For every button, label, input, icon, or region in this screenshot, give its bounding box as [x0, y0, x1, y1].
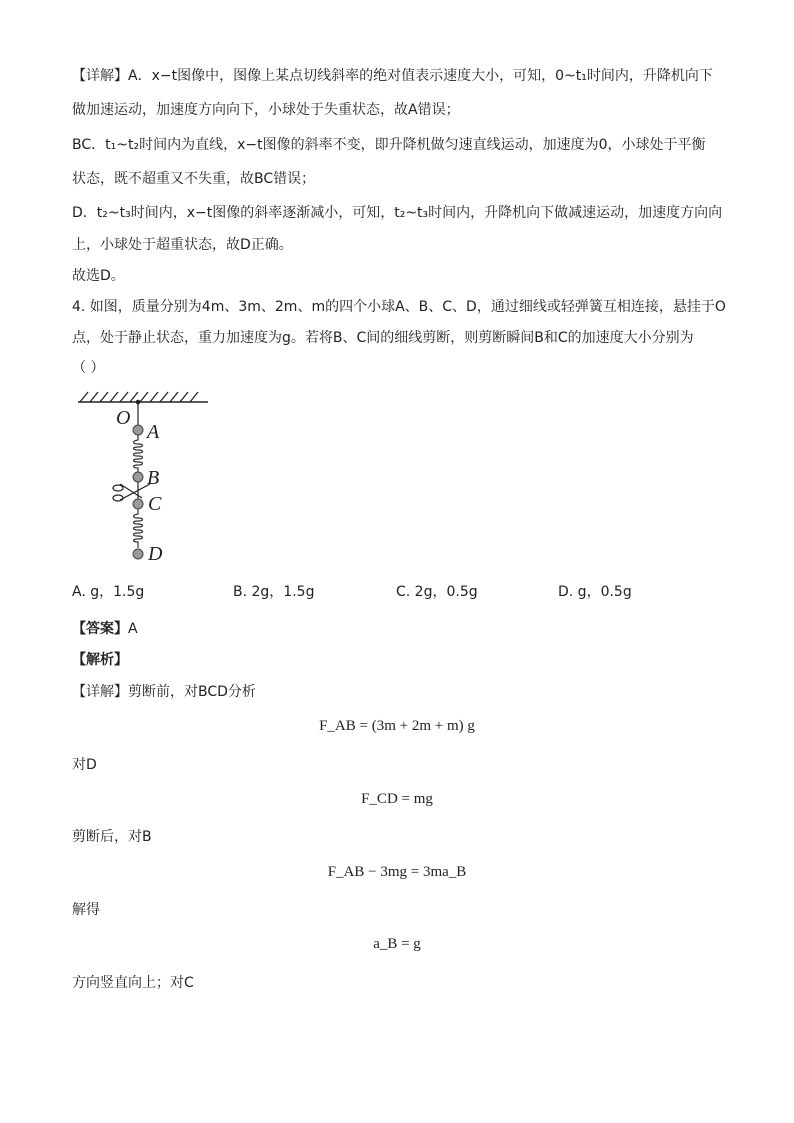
- explanation-line: 做加速运动，加速度方向向下，小球处于失重状态，故A错误；: [72, 102, 460, 118]
- question-text: 4. 如图，质量分别为4m、3m、2m、m的四个小球A、B、C、D，通过细线或轻弹簧互相连接，悬挂于O: [72, 299, 726, 315]
- question-text: 点，处于静止状态，重力加速度为g。若将B、C间的细线剪断，则剪断瞬间B和C的加速度大小分别为: [72, 330, 694, 346]
- equation-1: F_AB = (3m + 2m + m) g: [319, 718, 475, 734]
- label-a: A: [147, 421, 160, 443]
- solution-step: 剪断后，对B: [72, 829, 152, 845]
- conclusion-line: 故选D。: [72, 268, 125, 284]
- explanation-line: 上，小球处于超重状态，故D正确。: [72, 237, 293, 253]
- solution-intro: 【详解】剪断前，对BCD分析: [72, 684, 256, 700]
- answer-value: A: [128, 621, 138, 637]
- option-a[interactable]: A. g，1.5g: [72, 584, 145, 600]
- solution-step: 方向竖直向上；对C: [72, 975, 194, 991]
- answer-tag: 【答案】: [72, 621, 128, 637]
- explanation-line: D．t₂~t₃时间内，x−t图像的斜率逐渐减小，可知，t₂~t₃时间内，升降机向下做减速运动，加速度方向向: [72, 205, 723, 221]
- explanation-line: 状态，既不超重又不失重，故BC错误；: [72, 171, 316, 187]
- label-b: B: [147, 467, 160, 489]
- option-d[interactable]: D. g，0.5g: [558, 584, 632, 600]
- equation-3: F_AB − 3mg = 3ma_B: [327, 864, 467, 880]
- label-d: D: [148, 543, 163, 565]
- label-o: O: [116, 407, 131, 429]
- solution-step: 解得: [72, 902, 100, 918]
- label-c: C: [148, 493, 162, 515]
- analysis-tag: 【解析】: [72, 652, 128, 668]
- question-blank: （ ）: [72, 360, 105, 376]
- explanation-line: 【详解】A．x−t图像中，图像上某点切线斜率的绝对值表示速度大小，可知，0~t₁时间内，升降机向下: [72, 68, 713, 84]
- option-c[interactable]: C. 2g，0.5g: [396, 584, 478, 600]
- spring-ball-figure: [72, 388, 222, 568]
- option-b[interactable]: B. 2g，1.5g: [233, 584, 315, 600]
- solution-step: 对D: [72, 757, 97, 773]
- explanation-line: BC．t₁~t₂时间内为直线，x−t图像的斜率不变，即升降机做匀速直线运动，加速度为0，小球处于平衡: [72, 137, 706, 153]
- equation-2: F_CD = mg: [361, 791, 433, 807]
- answer-line: [72, 619, 138, 639]
- equation-4: a_B = g: [373, 936, 421, 952]
